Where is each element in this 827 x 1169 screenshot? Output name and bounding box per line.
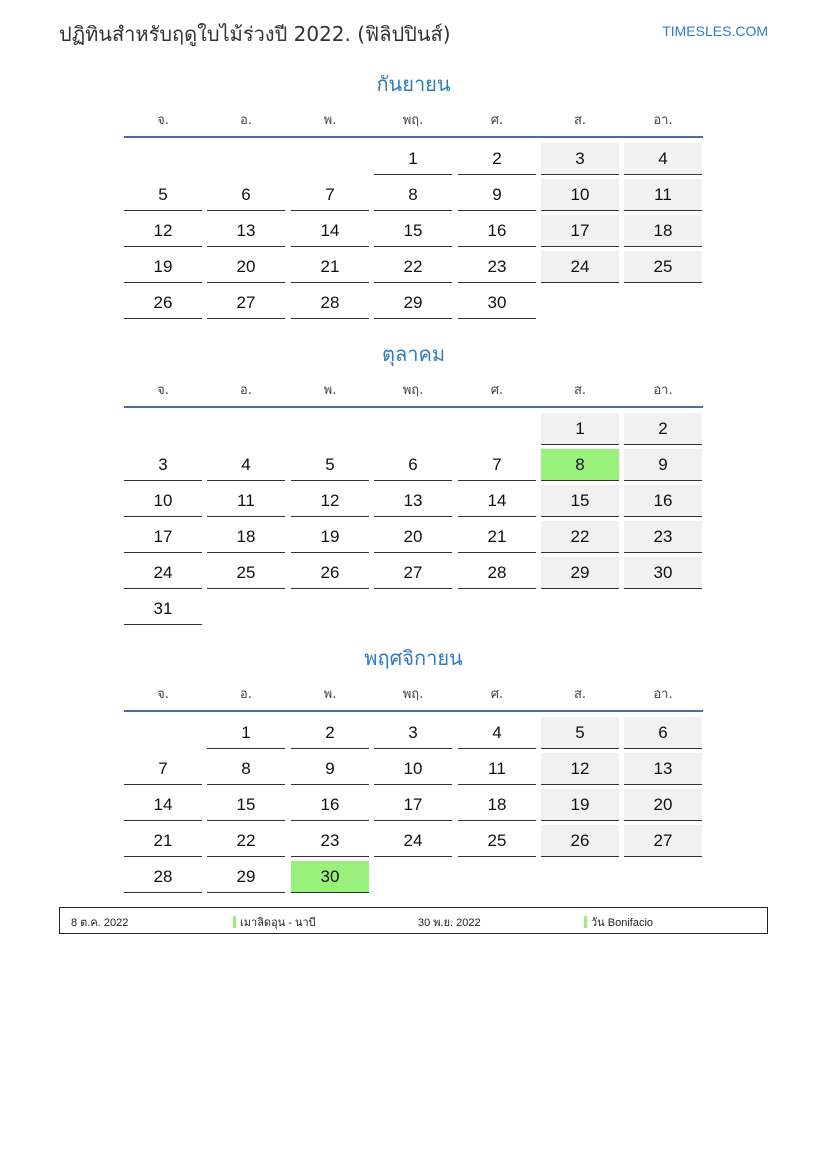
holiday-marker: [233, 916, 236, 928]
day-cell[interactable]: 14: [291, 215, 369, 247]
month-title: ตุลาคม: [381, 342, 446, 366]
day-cell[interactable]: 31: [124, 593, 202, 625]
day-cell[interactable]: 9: [458, 179, 536, 211]
day-cell[interactable]: 25: [207, 557, 285, 589]
month-title: พฤศจิกายน: [364, 646, 463, 670]
day-cell[interactable]: 5: [541, 717, 619, 749]
day-cell[interactable]: 6: [207, 179, 285, 211]
day-cell[interactable]: 19: [541, 789, 619, 821]
day-cell[interactable]: 17: [541, 215, 619, 247]
day-cell[interactable]: 24: [541, 251, 619, 283]
day-cell[interactable]: 2: [458, 143, 536, 175]
day-cell[interactable]: 5: [124, 179, 202, 211]
day-cell[interactable]: 13: [207, 215, 285, 247]
day-cell[interactable]: 24: [374, 825, 452, 857]
weekday-label: อ.: [240, 383, 252, 398]
header-rule: [124, 406, 703, 408]
legend-date-2: 30 พ.ย. 2022: [418, 917, 481, 929]
weekday-label: อา.: [653, 687, 673, 702]
day-cell[interactable]: 23: [291, 825, 369, 857]
day-cell[interactable]: 4: [458, 717, 536, 749]
legend-holiday-name-1: เมาลิดอุน - นาบี: [240, 917, 316, 929]
legend-holiday-name-2: วัน Bonifacio: [591, 917, 654, 929]
day-cell[interactable]: 19: [124, 251, 202, 283]
day-cell[interactable]: 17: [374, 789, 452, 821]
holiday-marker: [584, 916, 587, 928]
day-cell[interactable]: 26: [541, 825, 619, 857]
day-cell[interactable]: 29: [374, 287, 452, 319]
day-cell[interactable]: 12: [124, 215, 202, 247]
day-cell[interactable]: 27: [374, 557, 452, 589]
weekday-label: ศ.: [490, 687, 504, 702]
legend-date-1: 8 ต.ค. 2022: [71, 917, 129, 929]
weekday-header: [124, 379, 703, 401]
day-cell[interactable]: 15: [374, 215, 452, 247]
weekday-label: จ.: [157, 383, 169, 398]
weekday-label: จ.: [157, 113, 169, 128]
day-cell[interactable]: 6: [374, 449, 452, 481]
weekday-label: พ.: [323, 383, 337, 398]
weekday-header: [124, 109, 703, 131]
day-cell[interactable]: 30: [458, 287, 536, 319]
day-cell[interactable]: 21: [291, 251, 369, 283]
weekday-header: [124, 683, 703, 705]
day-cell[interactable]: 6: [624, 717, 702, 749]
weekday-label: ส.: [573, 383, 587, 398]
day-cell[interactable]: 10: [374, 753, 452, 785]
weekday-label: พ.: [323, 687, 337, 702]
day-cell[interactable]: 28: [458, 557, 536, 589]
day-cell[interactable]: 21: [124, 825, 202, 857]
day-cell[interactable]: 25: [458, 825, 536, 857]
day-cell[interactable]: 8: [374, 179, 452, 211]
day-cell[interactable]: 24: [124, 557, 202, 589]
header-rule: [124, 710, 703, 712]
holiday-day-cell[interactable]: 30: [291, 861, 369, 893]
weekday-label: ส.: [573, 687, 587, 702]
day-cell[interactable]: 1: [541, 413, 619, 445]
day-cell[interactable]: 20: [374, 521, 452, 553]
day-cell[interactable]: 12: [291, 485, 369, 517]
day-cell[interactable]: 27: [207, 287, 285, 319]
weekday-label: ศ.: [490, 113, 504, 128]
day-cell[interactable]: 2: [291, 717, 369, 749]
weekday-label: อา.: [653, 383, 673, 398]
day-cell[interactable]: 7: [291, 179, 369, 211]
holiday-legend: [59, 907, 768, 934]
day-cell[interactable]: 7: [124, 753, 202, 785]
day-cell[interactable]: 11: [207, 485, 285, 517]
day-cell[interactable]: 21: [458, 521, 536, 553]
day-cell[interactable]: 3: [374, 717, 452, 749]
day-cell[interactable]: 16: [291, 789, 369, 821]
weekday-label: พ.: [323, 113, 337, 128]
day-cell[interactable]: 23: [624, 521, 702, 553]
weekday-label: อา.: [653, 113, 673, 128]
day-cell[interactable]: 9: [624, 449, 702, 481]
day-cell[interactable]: 17: [124, 521, 202, 553]
page-title: ปฏิทินสำหรับฤดูใบไม้ร่วงปี 2022. (ฟิลิปปินส์): [59, 22, 451, 46]
day-cell[interactable]: 4: [207, 449, 285, 481]
day-cell[interactable]: 5: [291, 449, 369, 481]
day-cell[interactable]: 29: [207, 861, 285, 893]
day-cell[interactable]: 20: [624, 789, 702, 821]
day-cell[interactable]: 28: [124, 861, 202, 893]
weekday-label: พฤ.: [402, 113, 424, 128]
day-cell[interactable]: 8: [207, 753, 285, 785]
brand-link[interactable]: TIMESLES.COM: [662, 23, 768, 39]
day-cell[interactable]: 30: [624, 557, 702, 589]
day-cell[interactable]: 13: [624, 753, 702, 785]
weekday-label: ส.: [573, 113, 587, 128]
day-cell[interactable]: 18: [207, 521, 285, 553]
weekday-label: พฤ.: [402, 383, 424, 398]
month-title: กันยายน: [376, 72, 451, 96]
day-cell[interactable]: 26: [291, 557, 369, 589]
day-cell[interactable]: 16: [624, 485, 702, 517]
weekday-label: ศ.: [490, 383, 504, 398]
day-cell[interactable]: 13: [374, 485, 452, 517]
weekday-label: อ.: [240, 113, 252, 128]
day-cell[interactable]: 4: [624, 143, 702, 175]
day-cell[interactable]: 25: [624, 251, 702, 283]
day-cell[interactable]: 9: [291, 753, 369, 785]
weekday-label: อ.: [240, 687, 252, 702]
day-cell[interactable]: 22: [374, 251, 452, 283]
day-cell[interactable]: 29: [541, 557, 619, 589]
day-cell[interactable]: 1: [374, 143, 452, 175]
header-rule: [124, 136, 703, 138]
day-cell[interactable]: 20: [207, 251, 285, 283]
day-cell[interactable]: 10: [124, 485, 202, 517]
day-cell[interactable]: 18: [624, 215, 702, 247]
weekday-label: จ.: [157, 687, 169, 702]
day-cell[interactable]: 23: [458, 251, 536, 283]
legend-holiday-2: [584, 913, 653, 931]
day-cell[interactable]: 14: [458, 485, 536, 517]
legend-holiday-1: [233, 913, 316, 931]
day-cell[interactable]: 28: [291, 287, 369, 319]
day-cell[interactable]: 27: [624, 825, 702, 857]
day-cell[interactable]: 18: [458, 789, 536, 821]
day-cell[interactable]: 26: [124, 287, 202, 319]
day-cell[interactable]: 11: [458, 753, 536, 785]
day-cell[interactable]: 16: [458, 215, 536, 247]
day-cell[interactable]: 3: [541, 143, 619, 175]
day-cell[interactable]: 15: [207, 789, 285, 821]
day-cell[interactable]: 19: [291, 521, 369, 553]
day-cell[interactable]: 15: [541, 485, 619, 517]
weekday-label: พฤ.: [402, 687, 424, 702]
day-cell[interactable]: 1: [207, 717, 285, 749]
holiday-day-cell[interactable]: 8: [541, 449, 619, 481]
day-cell[interactable]: 7: [458, 449, 536, 481]
day-cell[interactable]: 14: [124, 789, 202, 821]
day-cell[interactable]: 10: [541, 179, 619, 211]
day-cell[interactable]: 11: [624, 179, 702, 211]
day-cell[interactable]: 3: [124, 449, 202, 481]
day-cell[interactable]: 22: [541, 521, 619, 553]
day-cell[interactable]: 12: [541, 753, 619, 785]
day-cell[interactable]: 2: [624, 413, 702, 445]
day-cell[interactable]: 22: [207, 825, 285, 857]
